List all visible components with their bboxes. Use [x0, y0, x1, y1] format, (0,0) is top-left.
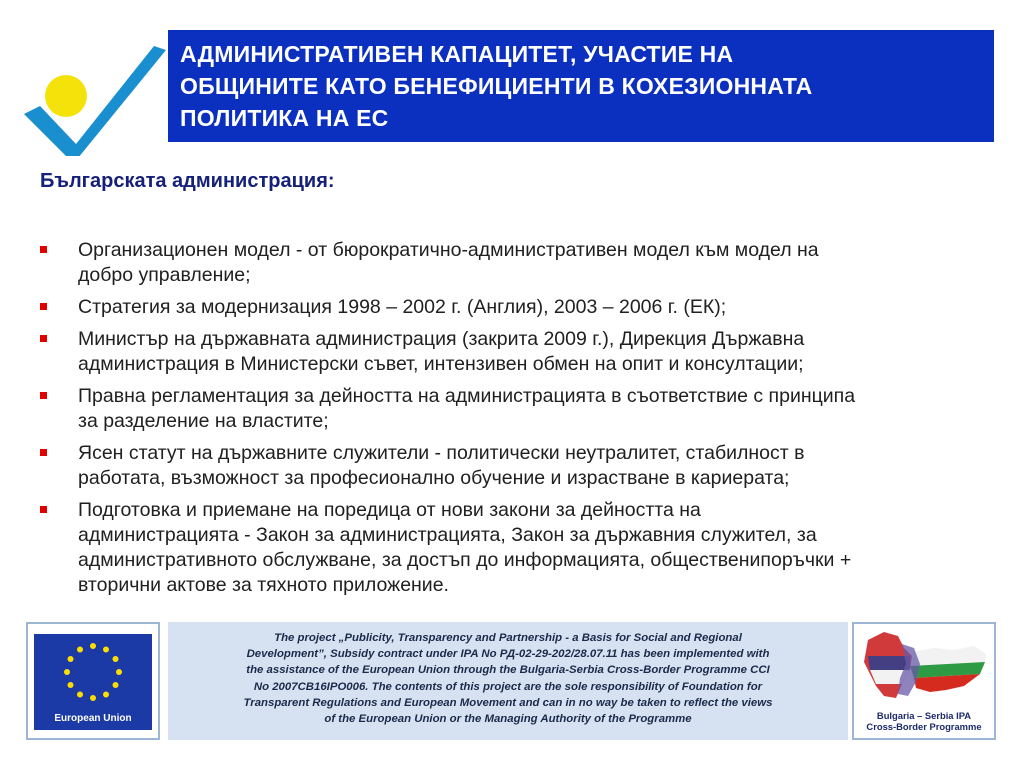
list-item [40, 498, 1000, 598]
bullet-square-icon [40, 392, 47, 399]
list-item [40, 295, 1000, 320]
list-item [40, 238, 1000, 288]
list-item-text: административното обслужване, за достъп до информацията, общественипоръчки + [78, 549, 852, 571]
list-item [40, 327, 1000, 377]
list-item-text: Ясен статут на държавните служители - политически неутралитет, стабилност в [78, 442, 805, 464]
bullet-square-icon [40, 246, 47, 253]
section-subheading: Българската администрация: [40, 170, 335, 192]
disclaimer-line: Transparent Regulations and European Movement and can in no way be taken to reflect the views [243, 696, 773, 709]
program-logo-panel [852, 622, 996, 740]
disclaimer-line: The project „Publicity, Transparency and Partnership - a Basis for Social and Regional [274, 632, 742, 644]
program-caption [854, 710, 994, 732]
list-item-text: работата, възможност за професионално обучение и израстване в кариерата; [78, 467, 790, 489]
list-item-text: вторични актове за тяхното приложение. [78, 574, 449, 596]
page-title-line: АДМИНИСТРАТИВЕН КАПАЦИТЕТ, УЧАСТИЕ НА [180, 41, 734, 67]
list-item [40, 441, 1000, 491]
list-item-text: Организационен модел - от бюрократично-административен модел към модел на [78, 239, 819, 261]
eu-flag-icon [34, 634, 152, 730]
program-caption-line: Cross-Border Programme [866, 721, 982, 732]
disclaimer-line: of the European Union or the Managing Authority of the Programme [324, 713, 692, 726]
bullet-square-icon [40, 335, 47, 342]
eu-logo-panel [26, 622, 160, 740]
list-item-text: администрация в Министерски съвет, интензивен обмен на опит и консултации; [78, 353, 804, 375]
title-banner [168, 30, 994, 142]
page-title-line: ПОЛИТИКА НА ЕС [180, 105, 389, 131]
bullet-square-icon [40, 303, 47, 310]
bulgaria-serbia-map-icon [854, 626, 994, 712]
list-item-text: Правна регламентация за дейността на администрацията в съответствие с принципа [78, 385, 856, 407]
list-item-text: Стратегия за модернизация 1998 – 2002 г. (Англия), 2003 – 2006 г. (ЕК); [78, 296, 727, 318]
program-caption-line: Bulgaria – Serbia IPA [876, 710, 972, 721]
list-item-text: за разделение на властите; [78, 410, 329, 432]
eu-label: European Union [54, 713, 132, 724]
bullet-square-icon [40, 449, 47, 456]
list-item-text: Министър на държавната администрация (закрита 2009 г.), Дирекция Държавна [78, 328, 805, 350]
bullet-list [40, 238, 1000, 605]
bullet-square-icon [40, 506, 47, 513]
disclaimer-line: No 2007CB16IPO006. The contents of this project are the sole responsibility of Foundation for [253, 680, 763, 693]
list-item-text: Подготовка и приемане на поредица от нови закони за дейността на [78, 499, 701, 521]
check-sun-logo-icon [18, 26, 168, 156]
page-title-line: ОБЩИНИТЕ КАТО БЕНЕФИЦИЕНТИ В КОХЕЗИОННАТА [180, 73, 813, 99]
list-item-text: добро управление; [78, 264, 251, 286]
disclaimer-line: the assistance of the European Union through the Bulgaria-Serbia Cross-Border Programme CCI [246, 664, 770, 677]
disclaimer-line: Development”, Subsidy contract under IPA No РД-02-29-202/28.07.11 has been implemented with [246, 648, 770, 661]
list-item [40, 384, 1000, 434]
disclaimer-panel [168, 622, 848, 740]
list-item-text: администрацията - Закон за администрацията, Закон за държавния служител, за [78, 524, 817, 546]
